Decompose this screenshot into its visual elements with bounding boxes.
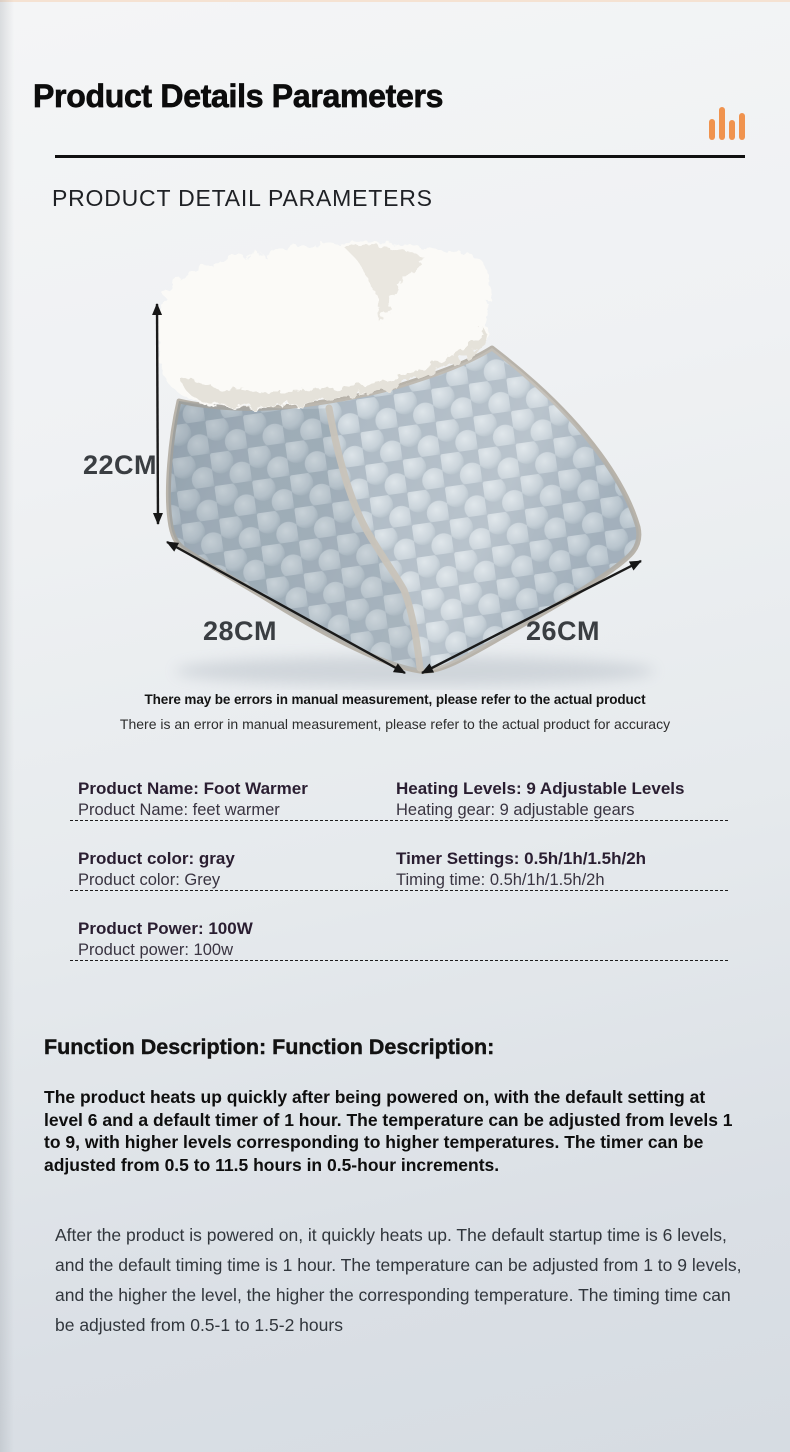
function-description-regular-paragraph: After the product is powered on, it quickly heats up. The default startup time is 6 levels, and the default timing time is 1 hour. The temperature can be adjusted from 1 to 9 levels, and the higher the level, the higher the corresponding temperature. The timing time can be adjusted from 0.5-1 to 1.5-2 hours <box>55 1225 742 1335</box>
spec-cell-heating-levels <box>388 777 728 820</box>
spec-row <box>70 912 728 961</box>
title-divider <box>55 155 745 158</box>
dimension-label-height: 22CM <box>83 450 158 480</box>
spec-cell-timer-settings <box>388 847 728 890</box>
spec-cell-product-name <box>70 777 388 820</box>
page-title: Product Details Parameters <box>33 78 444 114</box>
spec-label-regular: Heating gear: 9 adjustable gears <box>396 801 635 819</box>
bar-chart-icon-bar <box>719 107 725 140</box>
spec-label-bold: Timer Settings: 0.5h/1h/1.5h/2h <box>396 849 647 868</box>
spec-row <box>70 842 728 891</box>
dimension-label-width: 28CM <box>203 616 278 646</box>
function-description-heading: Function Description: Function Description: <box>44 1035 495 1059</box>
spec-label-bold: Product color: gray <box>78 849 235 868</box>
bar-chart-icon <box>709 102 753 140</box>
spec-label-bold: Product Power: 100W <box>78 919 253 938</box>
bar-chart-icon-bar <box>709 119 715 140</box>
function-description-bold-paragraph: The product heats up quickly after being powered on, with the default setting at level 6 and a default timer of 1 hour. The temperature can be adjusted from levels 1 to 9, with higher levels corresponding to higher temperatures. The timer can be adjusted from 0.5 to 11.5 hours in 0.5-hour increments. <box>44 1087 733 1175</box>
spec-label-regular: Product Name: feet warmer <box>78 801 280 819</box>
dimension-label-depth: 26CM <box>526 616 601 646</box>
spec-row <box>70 772 728 821</box>
spec-label-regular: Product color: Grey <box>78 871 221 889</box>
spec-table <box>70 772 728 982</box>
measurement-note-regular: There is an error in manual measurement, please refer to the actual product for accuracy <box>119 716 671 732</box>
spec-label-bold: Product Name: Foot Warmer <box>78 779 308 798</box>
spec-cell-product-power <box>70 917 388 960</box>
spec-label-bold: Heating Levels: 9 Adjustable Levels <box>396 779 685 798</box>
measurement-note-bold: There may be errors in manual measurement, please refer to the actual product <box>144 692 646 707</box>
bar-chart-icon-bar <box>729 120 735 140</box>
spec-cell-empty <box>388 917 728 960</box>
spec-label-regular: Timing time: 0.5h/1h/1.5h/2h <box>396 871 605 889</box>
section-subtitle: PRODUCT DETAIL PARAMETERS <box>52 185 433 211</box>
top-accent-line <box>0 0 790 2</box>
spec-cell-product-color <box>70 847 388 890</box>
spec-label-regular: Product power: 100w <box>78 941 234 959</box>
bar-chart-icon-bar <box>739 113 745 140</box>
